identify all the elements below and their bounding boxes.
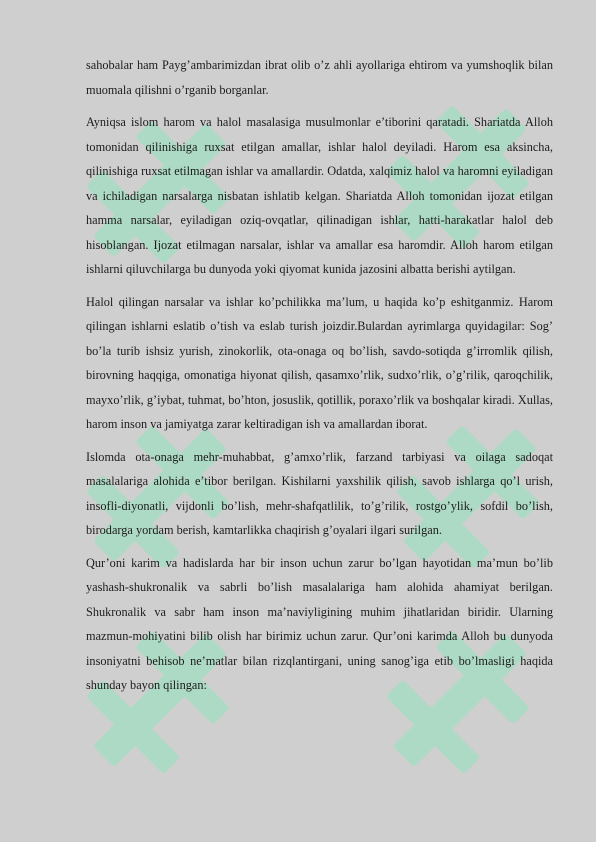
document-body — [86, 53, 553, 706]
paragraph-5: Qur’oni karim va hadislarda har bir inson uchun zarur bo’lgan hayotidan ma’mun bo’lib yashash-shukronalik va sabrli bo’lish masalalariga ham alohida ahamiyat berilgan. Shukronalik va sabr ham inson ma’naviyligining muhim jihatlaridan biridir. Ularning mazmun-mohiyatini bilib olish har birimiz uchun zarur. Qur’oni karimda Alloh bu dunyoda insoniyatni behisob ne’matlar bilan rizqlantirgani, uning sanog’iga etib bo’lmasligi haqida shunday bayon qilingan: — [86, 555, 553, 692]
paragraph-1: sahobalar ham Payg’ambarimizdan ibrat olib o’z ahli ayollariga ehtirom va yumshoqlik bilan muomala qilishni o’rganib borganlar. — [86, 58, 553, 97]
paragraph-3: Halol qilingan narsalar va ishlar ko’pchilikka ma’lum, u haqida ko’p eshitganmiz. Harom qilingan ishlarni eslatib o’tish va eslab turish joizdir.Bulardan ayrimlarga quyidagilar: Sog’ bo’la turib ishsiz yurish, zinokorlik, ota-onaga oq bo’lish, savdo-sotiqda g’irromlik qilish, birovning haqqiga, omonatiga hiyonat qilish, qasamxo’rlik, sudxo’rlik, o’g’rilik, qaroqchilik, mayxo’rlik, g’iybat, tuhmat, bo’hton, josuslik, qotillik, poraxo’rlik va boshqalar kiradi. Xullas, harom inson va jamiyatga zarar keltiradigan ish va amallardan iborat. — [86, 294, 553, 431]
paragraph-2: Ayniqsa islom harom va halol masalasiga musulmonlar e’tiborini qaratadi. Shariatda Alloh tomonidan qilinishiga ruxsat etilgan amallar, ishlar halol deyiladi. Harom esa aksincha, qilinishiga ruxsat etilmagan ishlar va amallardir. Odatda, xalqimiz halol va haromni eyiladigan va ichiladigan narsalarga nisbatan ishlatib kelgan. Shariatda Alloh tomonidan ijozat etilgan hamma narsalar, eyiladigan oziq-ovqatlar, qilinadigan ishlar, hatti-harakatlar halol deb hisoblangan. Ijozat etilmagan narsalar, ishlar va amallar esa haromdir. Alloh harom etilgan ishlarni qiluvchilarga bu dunyoda yoki qiyomat kunida jazosini albatta berishi aytilgan. — [86, 115, 553, 276]
paragraph-4: Islomda ota-onaga mehr-muhabbat, g’amxo’rlik, farzand tarbiyasi va oilaga sadoqat masalalariga alohida e’tibor berilgan. Kishilarni yaxshilik qilish, savob ishlarga qo’l urish, insofli-diyonatli, vijdonli bo’lish, mehr-shafqatlilik, to’g’rilik, rostgo’ylik, sofdil bo’lish, birodarga yordam berish, kamtarlikka chaqirish g’oyalari ilgari surilgan. — [86, 449, 553, 537]
